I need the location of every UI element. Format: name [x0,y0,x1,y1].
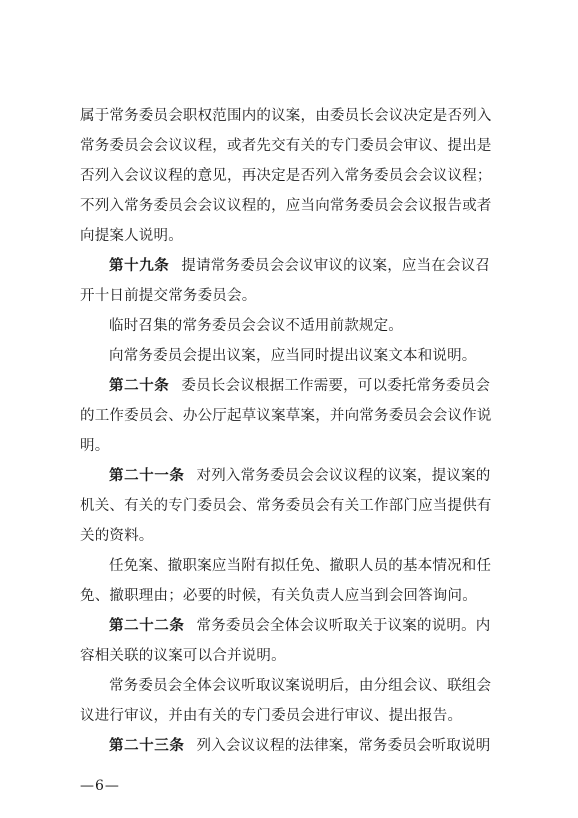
text-line: 关的资料。 [80,528,154,544]
page-number: —6— [80,778,120,794]
text-line: 向提案人说明。 [80,228,183,244]
text-line: 任免案、撤职案应当附有拟任免、撤职人员的基本情况和任 [109,558,492,574]
text-line: 向常务委员会提出议案，应当同时提出议案文本和说明。 [109,348,477,364]
text-line: 常务委员会会议议程，或者先交有关的专门委员会审议、提出是 [80,138,492,154]
document-body [80,101,510,761]
article-22-line [80,611,510,641]
text-line: 临时召集的常务委员会会议不适用前款规定。 [109,318,403,334]
article-heading: 第二十条 [109,378,170,394]
text-line: 议进行审议，并由有关的专门委员会进行审议、提出报告。 [80,708,463,724]
text-line: 明。 [80,438,110,454]
text-line: 常务委员会全体会议听取议案说明后，由分组会议、联组会 [109,678,492,694]
article-heading: 第二十三条 [109,738,185,754]
article-21-line [80,461,510,491]
article-19-line [80,251,510,281]
text-line: 免、撤职理由；必要的时候，有关负责人应当到会回答询问。 [80,588,477,604]
text-line: 属于常务委员会职权范围内的议案，由委员长会议决定是否列入 [80,108,492,124]
article-20-line [80,371,510,401]
article-heading: 第二十二条 [109,618,185,634]
article-heading: 第十九条 [109,258,170,274]
text-line: 机关、有关的专门委员会、常务委员会有关工作部门应当提供有 [80,498,492,514]
text-line: 的工作委员会、办公厅起草议案草案，并向常务委员会会议作说 [80,408,492,424]
text-line: 开十日前提交常务委员会。 [80,288,257,304]
text-line: 否列入会议议程的意见，再决定是否列入常务委员会会议议程； [80,168,492,184]
article-text: 常务委员会全体会议听取关于议案的说明。内 [196,618,491,634]
article-text: 提请常务委员会会议审议的议案，应当在会议召 [181,258,491,274]
article-heading: 第二十一条 [109,468,185,484]
text-line: 容相关联的议案可以合并说明。 [80,648,286,664]
text-line: 不列入常务委员会会议议程的，应当向常务委员会会议报告或者 [80,198,492,214]
article-text: 对列入常务委员会会议议程的议案，提议案的 [196,468,491,484]
article-23-line [80,731,510,761]
article-text: 列入会议议程的法律案，常务委员会听取说明 [196,738,491,754]
article-text: 委员长会议根据工作需要，可以委托常务委员会 [181,378,491,394]
